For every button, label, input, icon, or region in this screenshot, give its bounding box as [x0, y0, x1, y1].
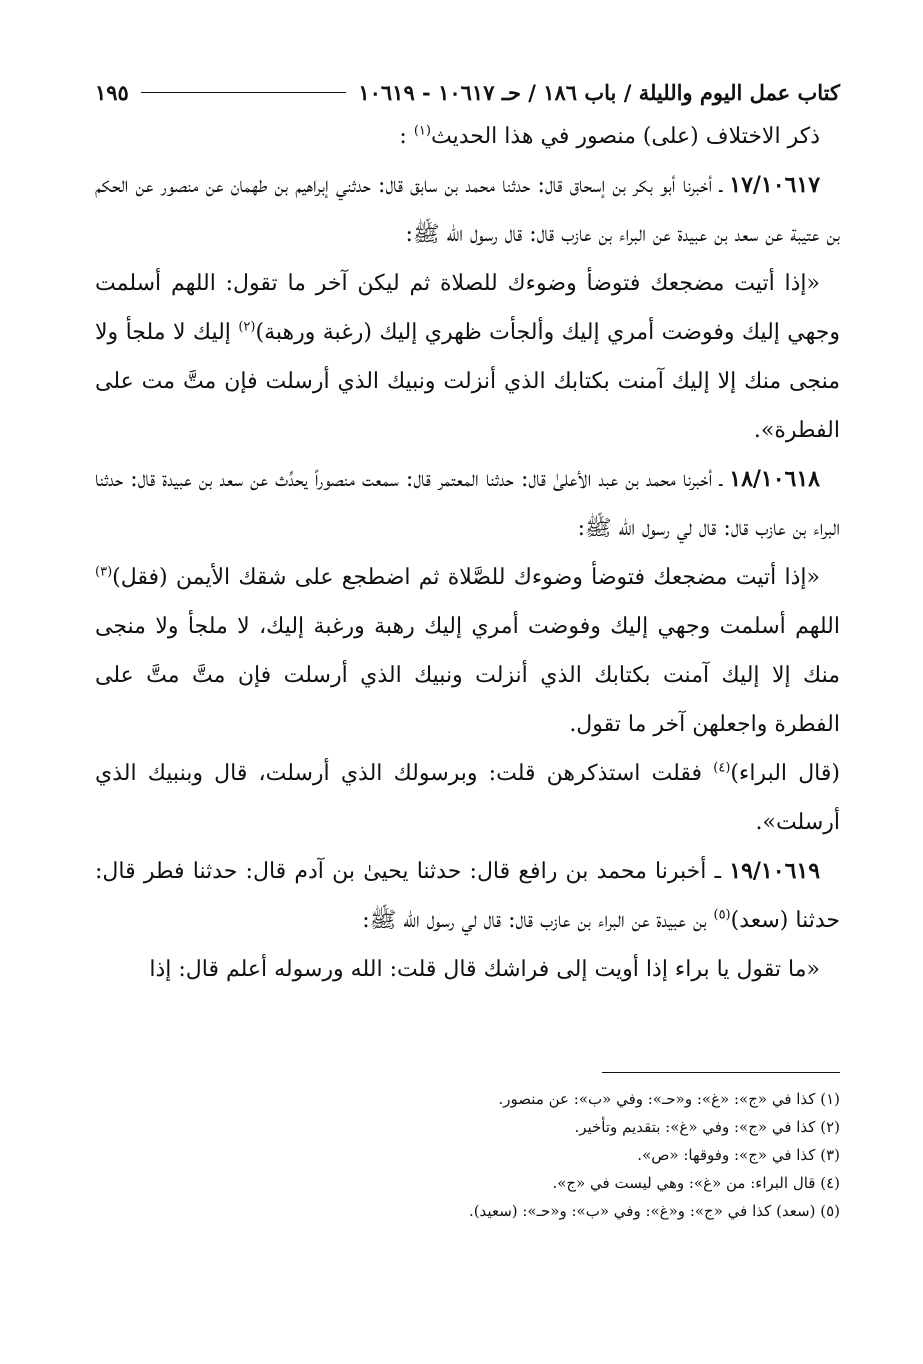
- hadith-chain: ـ أخبرنا محمد بن عبد الأعلىٰ قال: حدثنا المعتمر قال: سمعت منصوراً يحدِّث عن سعد بن عبيدة قال: حدثنا البراء بن عازب قال: قال لي رسول الله ﷺ:: [95, 467, 840, 541]
- hadith-quote: «ما تقول يا براء إذا أويت إلى فراشك قال قلت: الله ورسوله أعلم قال: إذا: [149, 957, 820, 982]
- hadith-quote: «إذا أتيت مضجعك فتوضأ وضوءك للصلاة ثم ليكن آخر ما تقول: اللهم أسلمت وجهي إليك وفوضت أمري إليك وألجأت ظهري إليك (رغبة ورهبة)$^{(٢)}$ إليك لا ملجأ ولا منجى منك إلا إليك آمنت بكتابك الذي أنزلت ونبيك الذي أرسلت فإن متَّ مت على الفطرة».: [95, 271, 840, 443]
- footnote-separator: [602, 1072, 840, 1073]
- footnote: (٢) كذا في «ج»: وفي «غ»: بتقديم وتأخير.: [574, 1118, 840, 1136]
- header-title: كتاب عمل اليوم والليلة / باب ١٨٦ / حـ ١٠٦١٧ - ١٠٦١٩: [358, 79, 840, 105]
- hadith-chain: ـ أخبرنا أبو بكر بن إسحاق قال: حدثنا محمد بن سابق قال: حدثني إبراهيم بن طهمان عن منصور عن الحكم بن عتيبة عن سعد بن عبيدة عن البراء بن عازب قال: قال رسول الله ﷺ:: [95, 173, 840, 247]
- footnote: (٥) (سعد) كذا في «ج»: و«غ»: وفي «ب»: و«حـ»: (سعيد).: [468, 1202, 840, 1220]
- hadith-paragraph: [95, 455, 840, 553]
- hadith-number: ١٩/١٠٦١٩: [729, 858, 821, 884]
- footnote: (٤) قال البراء: من «غ»: وهي ليست في «ج».: [552, 1174, 840, 1192]
- hadith-quote: «إذا أتيت مضجعك فتوضأ وضوءك للصَّلاة ثم اضطجع على شقك الأيمن (فقل)$^{(٣)}$ اللهم أسلمت وجهي إليك وفوضت أمري إليك رهبة ورغبة إليك، لا ملجأ ولا منجى منك إلا إليك آمنت بكتابك الذي أنزلت ونبيك الذي أرسلت فإن متَّ متَّ على الفطرة واجعلهن آخر ما تقول.: [95, 564, 840, 737]
- header-rule: [141, 92, 346, 93]
- hadith-paragraph: [95, 161, 840, 259]
- footnote-ref: (٢): [238, 319, 256, 335]
- footnote-ref: (٤): [713, 760, 731, 776]
- running-header: [95, 72, 840, 112]
- footnote: (٣) كذا في «ج»: وفوقها: «ص».: [637, 1146, 840, 1164]
- book-page: [95, 72, 840, 1225]
- footnote: (١) كذا في «ج»: «غ»: و«حـ»: وفي «ب»: عن منصور.: [498, 1090, 840, 1108]
- hadith-number: ١٧/١٠٦١٧: [729, 172, 821, 198]
- main-text: [95, 112, 840, 994]
- footnote-ref: (١): [413, 123, 431, 139]
- hadith-quote-tail: (قال البراء)$^{(٤)}$ فقلت استذكرهن قلت: وبرسولك الذي أرسلت، قال وبنبيك الذي أرسلت».: [95, 760, 840, 835]
- section-title: ذكر الاختلاف (على) منصور في هذا الحديث$^{(١)}$ :: [399, 123, 820, 149]
- footnotes: [95, 1085, 840, 1225]
- footnote-ref: (٥): [713, 907, 731, 923]
- hadith-number: ١٨/١٠٦١٨: [729, 466, 820, 492]
- page-number: ١٩٥: [95, 79, 129, 105]
- hadith-paragraph: ١٩/١٠٦١٩ ـ أخبرنا محمد بن رافع قال: حدثنا يحيىٰ بن آدم قال: حدثنا فطر قال: حدثنا (سعد)$^{(٥)}$ بن عبيدة عن البراء بن عازب قال: قال لي رسول الله ﷺ:: [95, 858, 840, 933]
- footnote-ref: (٣): [95, 564, 113, 580]
